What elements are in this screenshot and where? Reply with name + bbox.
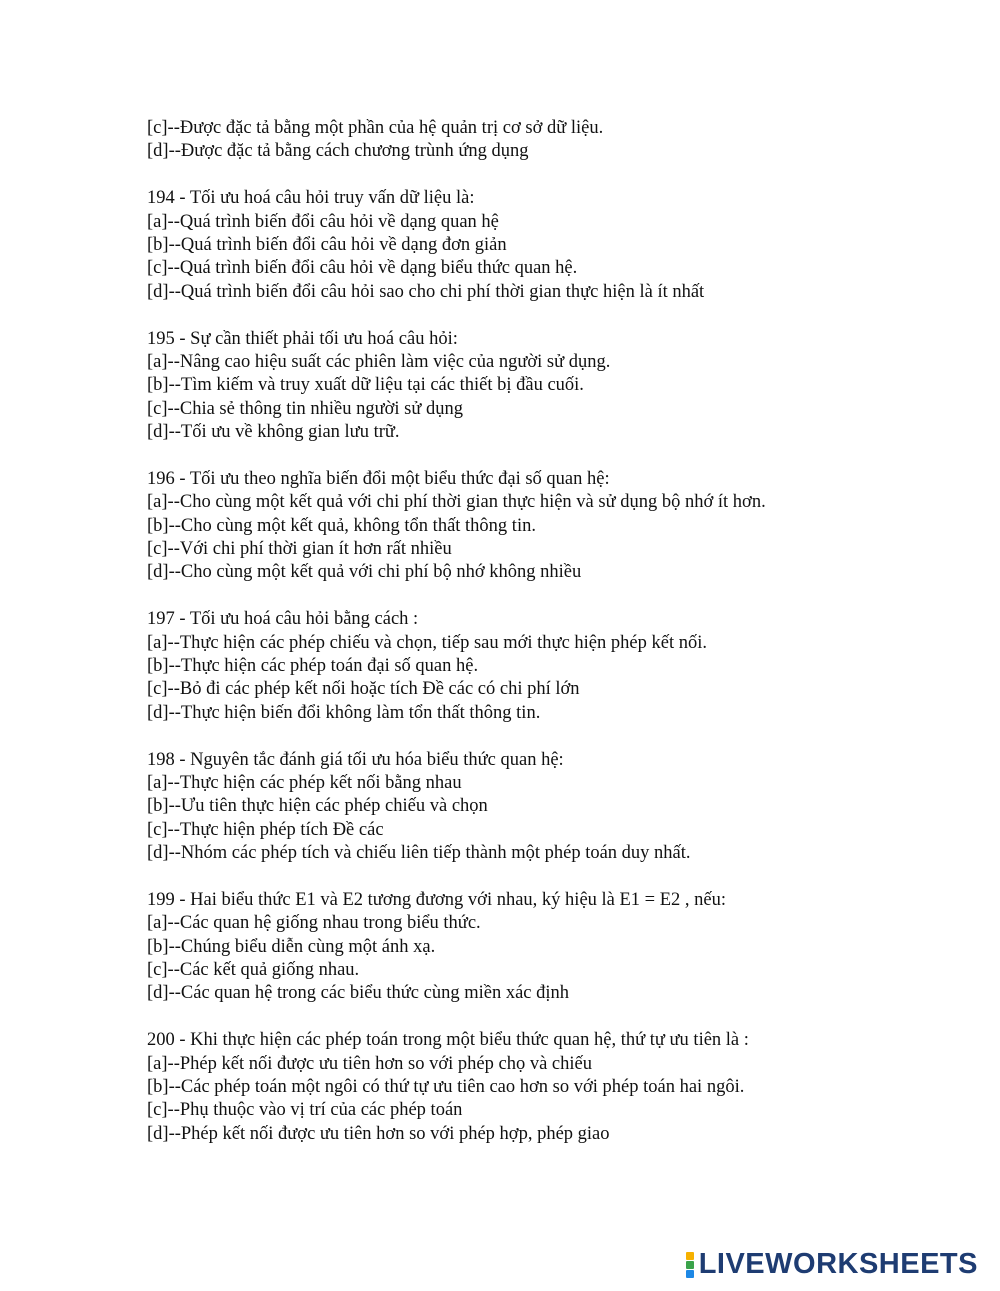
option-a: [a]--Cho cùng một kết quả với chi phí thời gian thực hiện và sử dụng bộ nhớ ít hơn. — [147, 492, 766, 513]
option-a: [a]--Nâng cao hiệu suất các phiên làm việc của người sử dụng. — [147, 351, 611, 372]
option-b: [b]--Tìm kiếm và truy xuất dữ liệu tại các thiết bị đầu cuối. — [147, 375, 584, 396]
option-c: [c]--Quá trình biến đổi câu hỏi về dạng biểu thức quan hệ. — [147, 258, 578, 279]
question-stem: 199 - Hai biểu thức E1 và E2 tương đương với nhau, ký hiệu là E1 = E2 , nếu: — [147, 889, 727, 910]
liveworksheets-logo-icon — [686, 1252, 694, 1278]
option-d: [d]--Nhóm các phép tích và chiếu liên tiếp thành một phép toán duy nhất. — [147, 843, 691, 864]
option-d: [d]--Thực hiện biến đổi không làm tổn thất thông tin. — [147, 702, 541, 723]
logo-block-yellow — [686, 1252, 694, 1260]
option-b: [b]--Các phép toán một ngôi có thứ tự ưu tiên cao hơn so với phép toán hai ngôi. — [147, 1077, 745, 1098]
option-d: [d]--Cho cùng một kết quả với chi phí bộ nhớ không nhiều — [147, 562, 582, 583]
question-stem: 194 - Tối ưu hoá câu hỏi truy vấn dữ liệu là: — [147, 188, 475, 209]
option-a: [a]--Phép kết nối được ưu tiên hơn so với phép chọ và chiếu — [147, 1053, 592, 1074]
option-a: [a]--Quá trình biến đổi câu hỏi về dạng quan hệ — [147, 211, 499, 232]
question-194 — [147, 187, 977, 304]
option-a: [a]--Thực hiện các phép kết nối bằng nhau — [147, 772, 462, 793]
option-b: [b]--Thực hiện các phép toán đại số quan hệ. — [147, 655, 479, 676]
logo-text: LIVEWORKSHEETS — [698, 1248, 978, 1280]
worksheet-page — [147, 117, 977, 1170]
option-c: [c]--Phụ thuộc vào vị trí của các phép toán — [147, 1100, 463, 1121]
option-c: [c]--Với chi phí thời gian ít hơn rất nhiều — [147, 539, 452, 560]
question-197 — [147, 608, 977, 725]
option-b: [b]--Cho cùng một kết quả, không tổn thất thông tin. — [147, 515, 536, 536]
question-196 — [147, 468, 977, 585]
question-stem: 196 - Tối ưu theo nghĩa biến đổi một biểu thức đại số quan hệ: — [147, 468, 610, 489]
option-d: [d]--Phép kết nối được ưu tiên hơn so với phép hợp, phép giao — [147, 1123, 610, 1144]
logo-block-green — [686, 1261, 694, 1269]
question-stem: 198 - Nguyên tắc đánh giá tối ưu hóa biểu thức quan hệ: — [147, 749, 564, 770]
question-198 — [147, 749, 977, 866]
option-c: [c]--Thực hiện phép tích Đề các — [147, 819, 384, 840]
option-c: [c]--Chia sẻ thông tin nhiều người sử dụng — [147, 398, 464, 419]
question-195 — [147, 328, 977, 445]
option-c: [c]--Các kết quả giống nhau. — [147, 960, 360, 981]
question-stem: 195 - Sự cần thiết phải tối ưu hoá câu hỏi: — [147, 328, 458, 349]
option-b: [b]--Chúng biểu diễn cùng một ánh xạ. — [147, 936, 436, 957]
continuation-block — [147, 117, 977, 164]
option-d: [d]--Tối ưu về không gian lưu trữ. — [147, 422, 400, 443]
option-b: [b]--Quá trình biến đổi câu hỏi về dạng đơn giản — [147, 234, 507, 255]
option-line: [d]--Được đặc tả bằng cách chương trùnh ứng dụng — [147, 141, 529, 162]
question-stem: 197 - Tối ưu hoá câu hỏi bằng cách : — [147, 609, 419, 630]
option-b: [b]--Ưu tiên thực hiện các phép chiếu và chọn — [147, 796, 488, 817]
question-stem: 200 - Khi thực hiện các phép toán trong một biểu thức quan hệ, thứ tự ưu tiên là : — [147, 1030, 749, 1051]
question-200 — [147, 1029, 977, 1146]
option-line: [c]--Được đặc tả bằng một phần của hệ quản trị cơ sở dữ liệu. — [147, 118, 604, 138]
option-c: [c]--Bỏ đi các phép kết nối hoặc tích Đề các có chi phí lớn — [147, 679, 580, 700]
option-a: [a]--Thực hiện các phép chiếu và chọn, tiếp sau mới thực hiện phép kết nối. — [147, 632, 707, 653]
liveworksheets-logo — [686, 1248, 978, 1281]
question-199 — [147, 889, 977, 1006]
logo-block-blue — [686, 1270, 694, 1278]
option-d: [d]--Các quan hệ trong các biểu thức cùng miền xác định — [147, 983, 570, 1004]
option-a: [a]--Các quan hệ giống nhau trong biểu thức. — [147, 913, 481, 934]
option-d: [d]--Quá trình biến đổi câu hỏi sao cho chi phí thời gian thực hiện là ít nhất — [147, 281, 705, 302]
